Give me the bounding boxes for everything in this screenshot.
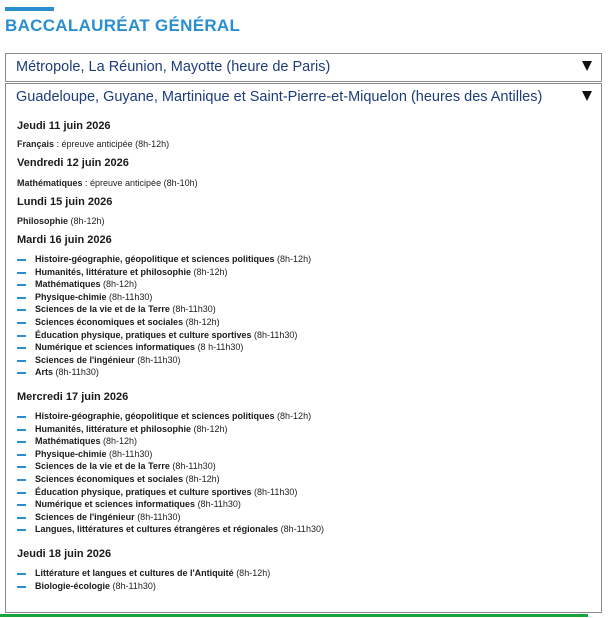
subject-list [17, 410, 324, 536]
subject-name: Éducation physique, pratiques et culture sportives [35, 486, 252, 497]
subject-name: Numérique et sciences informatiques [35, 342, 196, 353]
exam-time: (8h-12h) [100, 436, 138, 447]
day-heading: Mercredi 17 juin 2026 [17, 391, 129, 403]
subject-item [17, 341, 311, 354]
exam-time: (8h-11h30) [106, 448, 153, 459]
dash-bullet-icon [17, 284, 26, 286]
exam-time: (8h-11h30) [169, 461, 216, 472]
day-heading: Lundi 15 juin 2026 [17, 196, 113, 208]
subject-name: Sciences de l'ingénieur [35, 354, 135, 365]
subject-name: Langues, littératures et cultures étrangères et régionales [35, 524, 279, 535]
exam-line [17, 216, 105, 226]
dash-bullet-icon [17, 347, 26, 349]
subject-name: Philosophie [17, 216, 69, 226]
subject-name: Littérature et langues et cultures de l'Antiquité [35, 568, 234, 578]
subject-item [17, 278, 311, 291]
subject-name: Mathématiques [35, 279, 101, 290]
subject-name: Humanités, littérature et philosophie [35, 266, 192, 277]
subject-name: Éducation physique, pratiques et culture sportives [35, 329, 252, 340]
dash-bullet-icon [17, 504, 26, 506]
subject-item [17, 316, 311, 329]
subject-name: Mathématiques [17, 178, 83, 188]
exam-time: (8 h-11h30) [195, 342, 244, 353]
subject-item [17, 567, 270, 580]
accordion-antilles [5, 83, 602, 613]
dash-bullet-icon [17, 429, 26, 431]
exam-time: (8h-11h30) [134, 354, 181, 365]
dash-bullet-icon [17, 441, 26, 443]
dash-bullet-icon [17, 573, 26, 575]
exam-time: (8h-11h30) [169, 304, 216, 315]
subject-item [17, 329, 311, 342]
dash-bullet-icon [17, 360, 26, 362]
subject-name: Sciences de la vie et de la Terre [35, 461, 170, 472]
dash-bullet-icon [17, 492, 26, 494]
exam-line [17, 139, 169, 149]
dash-bullet-icon [17, 466, 26, 468]
dash-bullet-icon [17, 322, 26, 324]
day-heading: Jeudi 18 juin 2026 [17, 548, 112, 560]
triangle-down-icon[interactable] [582, 61, 592, 71]
subject-item [17, 580, 270, 593]
exam-time: (8h-12h) [274, 254, 312, 264]
dash-bullet-icon [17, 272, 26, 274]
accordion-metropole-header[interactable] [6, 54, 601, 83]
subject-list [17, 253, 311, 379]
exam-time: (8h-12h) [183, 473, 220, 484]
subject-item [17, 448, 324, 461]
subject-name: Sciences de l'ingénieur [35, 511, 135, 522]
subject-name: Histoire-géographie, géopolitique et sciences politiques [35, 254, 275, 264]
title-accent-bar [5, 7, 54, 11]
subject-item [17, 410, 324, 423]
subject-name: Biologie-écologie [35, 580, 111, 591]
bottom-accent-bar [0, 614, 588, 617]
subject-name: Sciences économiques et sociales [35, 316, 184, 327]
dash-bullet-icon [17, 479, 26, 481]
exam-detail: : épreuve anticipée (8h-12h) [54, 139, 170, 149]
subject-name: Numérique et sciences informatiques [35, 499, 196, 510]
accordion-antilles-header[interactable] [6, 84, 601, 113]
subject-name: Humanités, littérature et philosophie [35, 423, 192, 434]
exam-time: (8h-11h30) [110, 580, 156, 591]
dash-bullet-icon [17, 454, 26, 456]
dash-bullet-icon [17, 309, 26, 311]
dash-bullet-icon [17, 517, 26, 519]
dash-bullet-icon [17, 372, 26, 374]
subject-name: Arts [35, 367, 54, 378]
day-heading: Mardi 16 juin 2026 [17, 234, 112, 246]
dash-bullet-icon [17, 297, 26, 299]
subject-item [17, 266, 311, 279]
subject-item [17, 498, 324, 511]
subject-name: Histoire-géographie, géopolitique et sciences politiques [35, 411, 275, 421]
day-heading: Vendredi 12 juin 2026 [17, 157, 129, 169]
subject-list [17, 567, 270, 592]
dash-bullet-icon [17, 529, 26, 531]
subject-item [17, 366, 311, 379]
dash-bullet-icon [17, 335, 26, 337]
subject-name: Sciences économiques et sociales [35, 473, 184, 484]
page-title: BACCALAURÉAT GÉNÉRAL [5, 16, 241, 35]
subject-item [17, 460, 324, 473]
exam-time: (8h-11h30) [278, 524, 324, 535]
subject-name: Physique-chimie [35, 448, 107, 459]
accordion-metropole [5, 53, 602, 82]
exam-time: (8h-11h30) [195, 499, 241, 510]
exam-time: (8h-12h) [274, 411, 312, 421]
dash-bullet-icon [17, 416, 26, 418]
subject-item [17, 354, 311, 367]
exam-time: (8h-11h30) [106, 291, 153, 302]
triangle-down-icon[interactable] [582, 91, 592, 101]
accordion-antilles-title: Guadeloupe, Guyane, Martinique et Saint-Pierre-et-Miquelon (heures des Antilles) [16, 89, 543, 105]
accordion-metropole-title: Métropole, La Réunion, Mayotte (heure de Paris) [16, 59, 331, 75]
exam-time: (8h-12h) [100, 279, 138, 290]
exam-time: (8h-12h) [183, 316, 220, 327]
subject-name: Mathématiques [35, 436, 101, 447]
subject-item [17, 435, 324, 448]
subject-name: Français [17, 139, 55, 149]
exam-time: (8h-11h30) [251, 486, 298, 497]
exam-time: (8h-11h30) [53, 367, 99, 378]
exam-time: (8h-11h30) [134, 511, 181, 522]
day-heading: Jeudi 11 juin 2026 [17, 120, 111, 132]
subject-name: Sciences de la vie et de la Terre [35, 304, 170, 315]
subject-item [17, 523, 324, 536]
exam-time: (8h-12h) [233, 568, 271, 578]
exam-time: (8h-11h30) [251, 329, 298, 340]
exam-time: (8h-12h) [191, 266, 228, 277]
subject-name: Physique-chimie [35, 291, 107, 302]
dash-bullet-icon [17, 586, 26, 588]
subject-item [17, 473, 324, 486]
subject-item [17, 486, 324, 499]
subject-item [17, 511, 324, 524]
exam-line [17, 178, 198, 188]
exam-detail: (8h-12h) [68, 216, 105, 226]
exam-time: (8h-12h) [191, 423, 228, 434]
subject-item [17, 291, 311, 304]
exam-detail: : épreuve anticipée (8h-10h) [82, 178, 198, 188]
subject-item [17, 253, 311, 266]
subject-item [17, 303, 311, 316]
dash-bullet-icon [17, 259, 26, 261]
subject-item [17, 423, 324, 436]
